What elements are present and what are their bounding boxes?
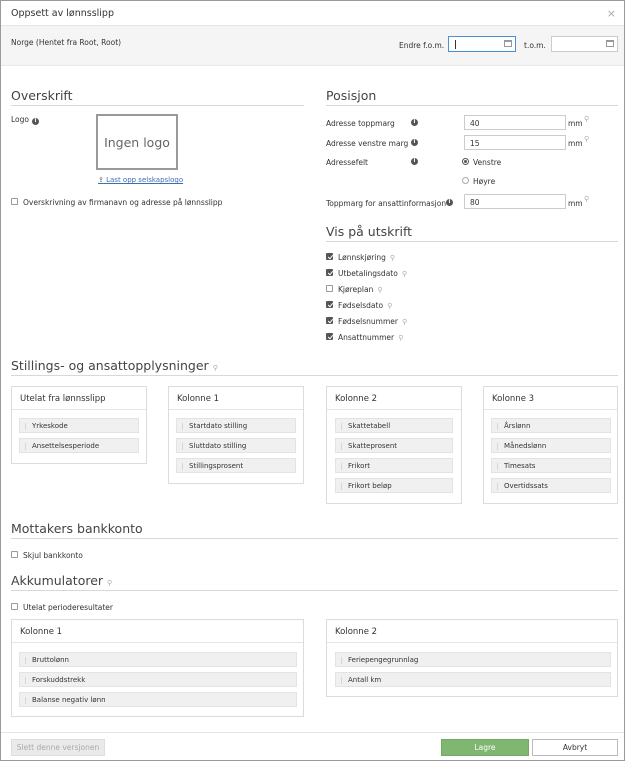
draggable-field[interactable] [491, 418, 611, 433]
print-option-row [338, 285, 382, 294]
divider [326, 105, 618, 106]
logo-label: Logo i [11, 115, 39, 125]
radio-left[interactable] [462, 158, 469, 165]
draggable-field[interactable] [176, 418, 296, 433]
print-option-row [338, 253, 395, 262]
print-option-checkbox[interactable] [326, 285, 333, 292]
divider [326, 241, 618, 242]
employment_section-column [483, 386, 618, 504]
print-option-row [338, 317, 407, 326]
divider [11, 105, 304, 106]
field-label: Ansettelsesperiode [32, 442, 100, 450]
info-icon[interactable]: i [411, 139, 418, 146]
drag-handle-icon[interactable] [340, 677, 343, 684]
draggable-field[interactable] [19, 692, 297, 707]
pin-icon[interactable]: ⚲ [584, 195, 590, 203]
dialog-title: Oppsett av lønnsslipp [11, 8, 114, 19]
column-title: Utelat fra lønnsslipp [20, 394, 106, 404]
radio-right[interactable] [462, 177, 469, 184]
drag-handle-icon[interactable] [496, 443, 499, 450]
field-label: Sluttdato stilling [189, 442, 247, 450]
draggable-field[interactable] [335, 652, 611, 667]
print-option-checkbox[interactable] [326, 269, 333, 276]
position-section-title: Posisjon [326, 88, 377, 103]
pin-icon[interactable]: ⚲ [387, 302, 393, 310]
accumulators_section-column [11, 619, 304, 717]
draggable-field[interactable] [176, 458, 296, 473]
field-label: Timesats [504, 462, 536, 470]
field-label: Feriepengegrunnlag [348, 656, 419, 664]
drag-handle-icon[interactable] [340, 463, 343, 470]
drag-handle-icon[interactable] [24, 677, 27, 684]
drag-handle-icon[interactable] [340, 423, 343, 430]
exclude-period-label: Utelat perioderesultater [23, 603, 114, 612]
drag-handle-icon[interactable] [496, 423, 499, 430]
overwrite-label: Overskrivning av firmanavn og adresse på lønnsslipp [23, 198, 223, 207]
draggable-field[interactable] [19, 418, 139, 433]
print-option-row [338, 333, 403, 342]
field-label: Yrkeskode [32, 422, 68, 430]
change-from-label: Endre f.o.m. [399, 41, 445, 50]
upload-icon: ⇪ [98, 176, 104, 184]
radio-left-label: Venstre [473, 158, 502, 167]
field-label: Frikort [348, 462, 371, 470]
draggable-field[interactable] [335, 672, 611, 687]
column-header [327, 620, 617, 643]
print-option-row [338, 269, 407, 278]
column-header [327, 387, 461, 410]
field-label: Frikort beløp [348, 482, 392, 490]
to-date-input[interactable] [551, 36, 618, 52]
employee-top-margin-label: Toppmarg for ansattinformasjon [326, 199, 447, 208]
info-icon[interactable]: i [446, 199, 453, 206]
draggable-field[interactable] [335, 478, 453, 493]
draggable-field[interactable] [335, 458, 453, 473]
drag-handle-icon[interactable] [340, 443, 343, 450]
print-option-label: Kjøreplan [338, 285, 374, 294]
dialog-titlebar [1, 1, 624, 26]
employee-top-margin-input[interactable]: 80 [464, 194, 566, 209]
upload-logo-link[interactable]: ⇪ Last opp selskapslogo [98, 176, 184, 184]
column-title: Kolonne 1 [177, 394, 220, 404]
print-option-label: Ansattnummer [338, 333, 395, 342]
draggable-field[interactable] [19, 652, 297, 667]
drag-handle-icon[interactable] [24, 697, 27, 704]
field-label: Startdato stilling [189, 422, 248, 430]
drag-handle-icon[interactable] [24, 443, 27, 450]
print-option-label: Fødselsnummer [338, 317, 398, 326]
info-icon[interactable]: i [32, 118, 39, 125]
print-option-checkbox[interactable] [326, 317, 333, 324]
calendar-icon[interactable] [504, 40, 512, 47]
hide-bank-label: Skjul bankkonto [23, 551, 83, 560]
overwrite-checkbox[interactable] [11, 198, 18, 205]
pin-icon[interactable]: ⚲ [584, 115, 590, 123]
employment_section-column [326, 386, 462, 504]
field-label: Skattetabell [348, 422, 391, 430]
pin-icon[interactable]: ⚲ [389, 254, 396, 262]
column-header [484, 387, 617, 410]
employment_section-column [168, 386, 304, 484]
draggable-field[interactable] [176, 438, 296, 453]
column-title: Kolonne 2 [335, 394, 378, 404]
unit-label: mm [568, 199, 583, 208]
field-label: Stillingsprosent [189, 462, 244, 470]
draggable-field[interactable] [19, 672, 297, 687]
pin-icon[interactable]: ⚲ [401, 270, 407, 278]
print-option-label: Lønnskjøring [338, 253, 386, 262]
from-date-input[interactable] [448, 36, 516, 52]
field-label: Balanse negativ lønn [32, 696, 106, 704]
pin-icon[interactable]: ⚲ [402, 318, 408, 326]
text-caret [455, 40, 456, 49]
field-label: Månedslønn [504, 442, 547, 450]
draggable-field[interactable] [491, 478, 611, 493]
save-button[interactable]: Lagre [441, 739, 529, 756]
draggable-field[interactable] [19, 438, 139, 453]
column-header [169, 387, 303, 410]
pin-icon[interactable]: ⚲ [107, 579, 113, 587]
drag-handle-icon[interactable] [24, 657, 27, 664]
draggable-field[interactable] [491, 458, 611, 473]
drag-handle-icon[interactable] [496, 463, 499, 470]
left-margin-label: Adresse venstre marg [326, 139, 409, 148]
divider [11, 590, 618, 591]
accumulators-section-title: Akkumulatorer ⚲ [11, 573, 113, 588]
to-date-label: t.o.m. [524, 41, 546, 50]
print-option-checkbox[interactable] [326, 333, 333, 340]
top-margin-input[interactable]: 40 [464, 115, 566, 130]
divider [11, 538, 618, 539]
unit-label: mm [568, 119, 583, 128]
print-option-checkbox[interactable] [326, 253, 333, 260]
close-icon[interactable]: × [606, 7, 616, 20]
drag-handle-icon[interactable] [340, 483, 343, 490]
column-header [12, 387, 146, 410]
pin-icon[interactable]: ⚲ [584, 135, 590, 143]
column-title: Kolonne 3 [492, 394, 535, 404]
info-icon[interactable]: i [411, 158, 418, 165]
radio-right-label: Høyre [473, 177, 496, 186]
employment_section-column [11, 386, 147, 464]
version-bar [1, 26, 624, 66]
unit-label: mm [568, 139, 583, 148]
print-section-title: Vis på utskrift [326, 224, 413, 239]
calendar-icon[interactable] [606, 40, 614, 47]
delete-version-button[interactable]: Slett denne versjonen [11, 739, 105, 756]
dialog-footer [1, 732, 624, 760]
field-label: Skatteprosent [348, 442, 398, 450]
column-header [12, 620, 303, 643]
column-title: Kolonne 2 [335, 627, 378, 637]
draggable-field[interactable] [335, 418, 453, 433]
top-margin-label: Adresse toppmarg [326, 119, 395, 128]
hide-bank-checkbox[interactable] [11, 551, 18, 558]
field-label: Bruttolønn [32, 656, 69, 664]
print-option-row [338, 301, 392, 310]
info-icon[interactable]: i [411, 119, 418, 126]
divider [11, 375, 618, 376]
draggable-field[interactable] [491, 438, 611, 453]
environment-label: Norge (Hentet fra Root, Root) [11, 38, 122, 47]
drag-handle-icon[interactable] [181, 443, 184, 450]
accumulators_section-column [326, 619, 618, 697]
print-option-checkbox[interactable] [326, 301, 333, 308]
field-label: Forskuddstrekk [32, 676, 86, 684]
drag-handle-icon[interactable] [340, 657, 343, 664]
logo-placeholder: Ingen logo [96, 114, 178, 170]
drag-handle-icon[interactable] [181, 423, 184, 430]
field-label: Årslønn [504, 422, 531, 430]
address-field-label: Adressefelt [326, 158, 369, 167]
left-margin-input[interactable]: 15 [464, 135, 566, 150]
cancel-button[interactable]: Avbryt [532, 739, 618, 756]
print-option-label: Fødselsdato [338, 301, 384, 310]
column-title: Kolonne 1 [20, 627, 63, 637]
drag-handle-icon[interactable] [496, 483, 499, 490]
drag-handle-icon[interactable] [181, 463, 184, 470]
drag-handle-icon[interactable] [24, 423, 27, 430]
exclude-period-checkbox[interactable] [11, 603, 18, 610]
employment-section-title: Stillings- og ansattopplysninger ⚲ [11, 358, 218, 373]
pin-icon[interactable]: ⚲ [377, 286, 383, 294]
field-label: Overtidssats [504, 482, 548, 490]
heading-section-title: Overskrift [11, 88, 73, 103]
pin-icon[interactable]: ⚲ [212, 364, 218, 372]
bank-section-title: Mottakers bankkonto [11, 521, 143, 536]
print-option-label: Utbetalingsdato [338, 269, 398, 278]
field-label: Antall km [348, 676, 382, 684]
draggable-field[interactable] [335, 438, 453, 453]
pin-icon[interactable]: ⚲ [398, 334, 404, 342]
